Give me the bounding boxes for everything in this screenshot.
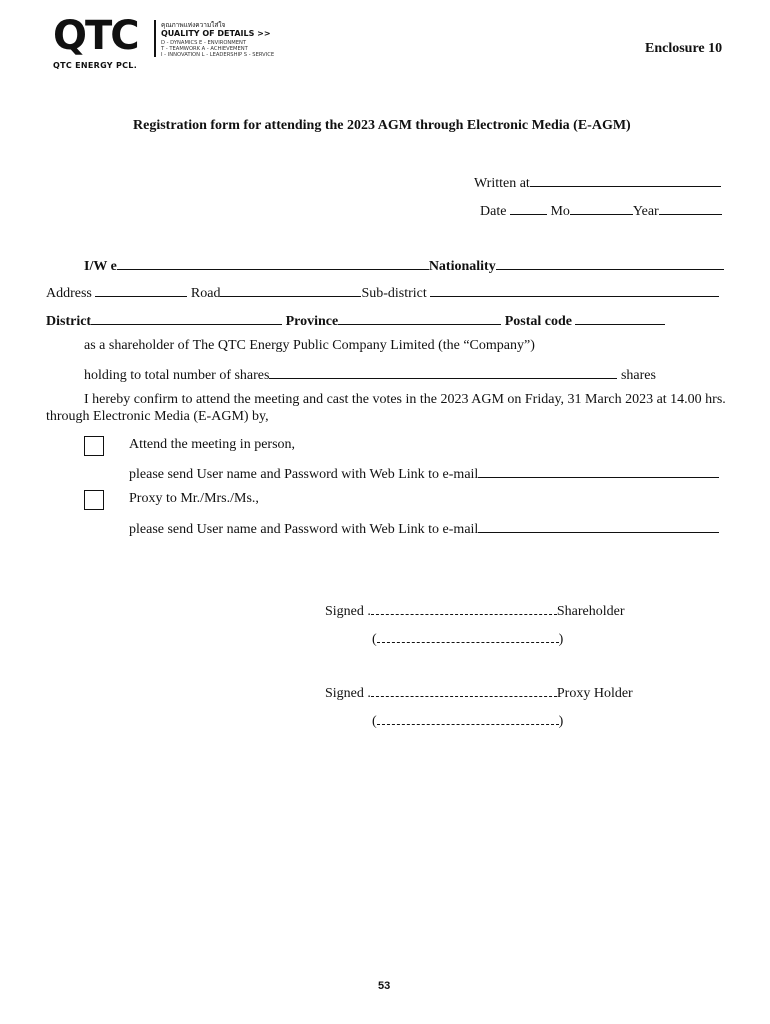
written-at-label: Written at [474, 176, 530, 191]
attend-in-person-label: Attend the meeting in person, [129, 437, 296, 452]
logo-thai-tagline: คุณภาพแห่งความใส่ใจ [161, 21, 226, 29]
logo-mark: QTC [53, 13, 138, 59]
date-month-field[interactable] [570, 201, 633, 215]
shareholder-role-label: Shareholder [556, 604, 625, 619]
date-month-label: Mo [550, 204, 570, 219]
district-field[interactable] [91, 311, 282, 325]
logo-values-line: T - TEAMWORK A - ACHIEVEMENT [161, 46, 248, 52]
postal-code-label: Postal code [504, 314, 572, 329]
close-paren: ) [558, 714, 564, 729]
shares-label: shares [620, 368, 656, 383]
date-day-field[interactable] [510, 201, 547, 215]
signature-dot: . [367, 604, 371, 619]
proxy-email-row [129, 519, 719, 538]
nationality-label: Nationality [428, 259, 496, 274]
address-field[interactable] [95, 283, 187, 297]
logo-divider [154, 20, 156, 57]
logo-tagline: QUALITY OF DETAILS >> [161, 29, 271, 38]
close-paren: ) [558, 632, 564, 647]
signed-label: Signed [325, 604, 364, 619]
written-at-field[interactable] [530, 173, 721, 187]
company-logo [53, 13, 283, 74]
shareholder-printed-name-field[interactable] [377, 629, 559, 643]
shareholder-printed-name-row [372, 629, 563, 648]
province-label: Province [285, 314, 339, 329]
shares-count-field[interactable] [269, 365, 617, 379]
nationality-field[interactable] [496, 256, 724, 270]
date-year-field[interactable] [659, 201, 722, 215]
subdistrict-field[interactable] [430, 283, 719, 297]
address-label: Address [46, 286, 92, 301]
logo-values-line: I - INNOVATION L - LEADERSHIP S - SERVICE [161, 52, 275, 58]
enclosure-label: Enclosure 10 [645, 41, 723, 56]
iwe-label: I/W e [84, 259, 117, 274]
written-at-row [474, 173, 721, 192]
open-paren: ( [372, 632, 377, 647]
district-row [46, 311, 665, 330]
proxy-label: Proxy to Mr./Mrs./Ms., [129, 491, 259, 506]
postal-code-field[interactable] [575, 311, 665, 325]
email-instruction: please send User name and Password with Web Link to e-mail [129, 522, 479, 537]
date-label: Date [480, 204, 507, 219]
road-label: Road [190, 286, 221, 301]
shareholder-signature-field[interactable] [371, 601, 557, 615]
date-row [480, 201, 722, 220]
logo-company-name: QTC ENERGY PCL. [53, 61, 138, 70]
name-field[interactable] [117, 256, 429, 270]
proxy-signature-field[interactable] [371, 683, 557, 697]
confirm-line-1: I hereby confirm to attend the meeting and cast the votes in the 2023 AGM on Friday, 31 March 2023 at 14.00 hrs. [84, 392, 726, 407]
attend-in-person-checkbox[interactable] [84, 436, 104, 456]
page-number: 53 [378, 980, 391, 992]
email-instruction: please send User name and Password with Web Link to e-mail [129, 467, 479, 482]
subdistrict-label: Sub-district [361, 286, 427, 301]
proxy-email-field[interactable] [478, 519, 719, 533]
shareholder-statement: as a shareholder of The QTC Energy Public Company Limited (the “Company”) [84, 338, 535, 353]
road-field[interactable] [220, 283, 361, 297]
shareholder-signature-row [325, 601, 625, 620]
date-year-label: Year [632, 204, 659, 219]
signature-dot: . [367, 686, 371, 701]
address-row [46, 283, 719, 302]
open-paren: ( [372, 714, 377, 729]
form-title: Registration form for attending the 2023 AGM through Electronic Media (E-AGM) [133, 118, 631, 133]
proxy-role-label: Proxy Holder [556, 686, 633, 701]
holding-row [84, 365, 656, 384]
attend-email-row [129, 464, 719, 483]
province-field[interactable] [338, 311, 501, 325]
proxy-printed-name-field[interactable] [377, 711, 559, 725]
district-label: District [46, 314, 92, 329]
proxy-printed-name-row [372, 711, 563, 730]
confirm-line-2: through Electronic Media (E-AGM) by, [46, 409, 269, 424]
signed-label: Signed [325, 686, 364, 701]
attend-email-field[interactable] [478, 464, 719, 478]
name-row [84, 256, 724, 275]
proxy-signature-row [325, 683, 633, 702]
holding-label: holding to total number of shares [84, 368, 270, 383]
proxy-checkbox[interactable] [84, 490, 104, 510]
logo-values-line: D - DYNAMICS E - ENVIRONMENT [161, 40, 247, 46]
